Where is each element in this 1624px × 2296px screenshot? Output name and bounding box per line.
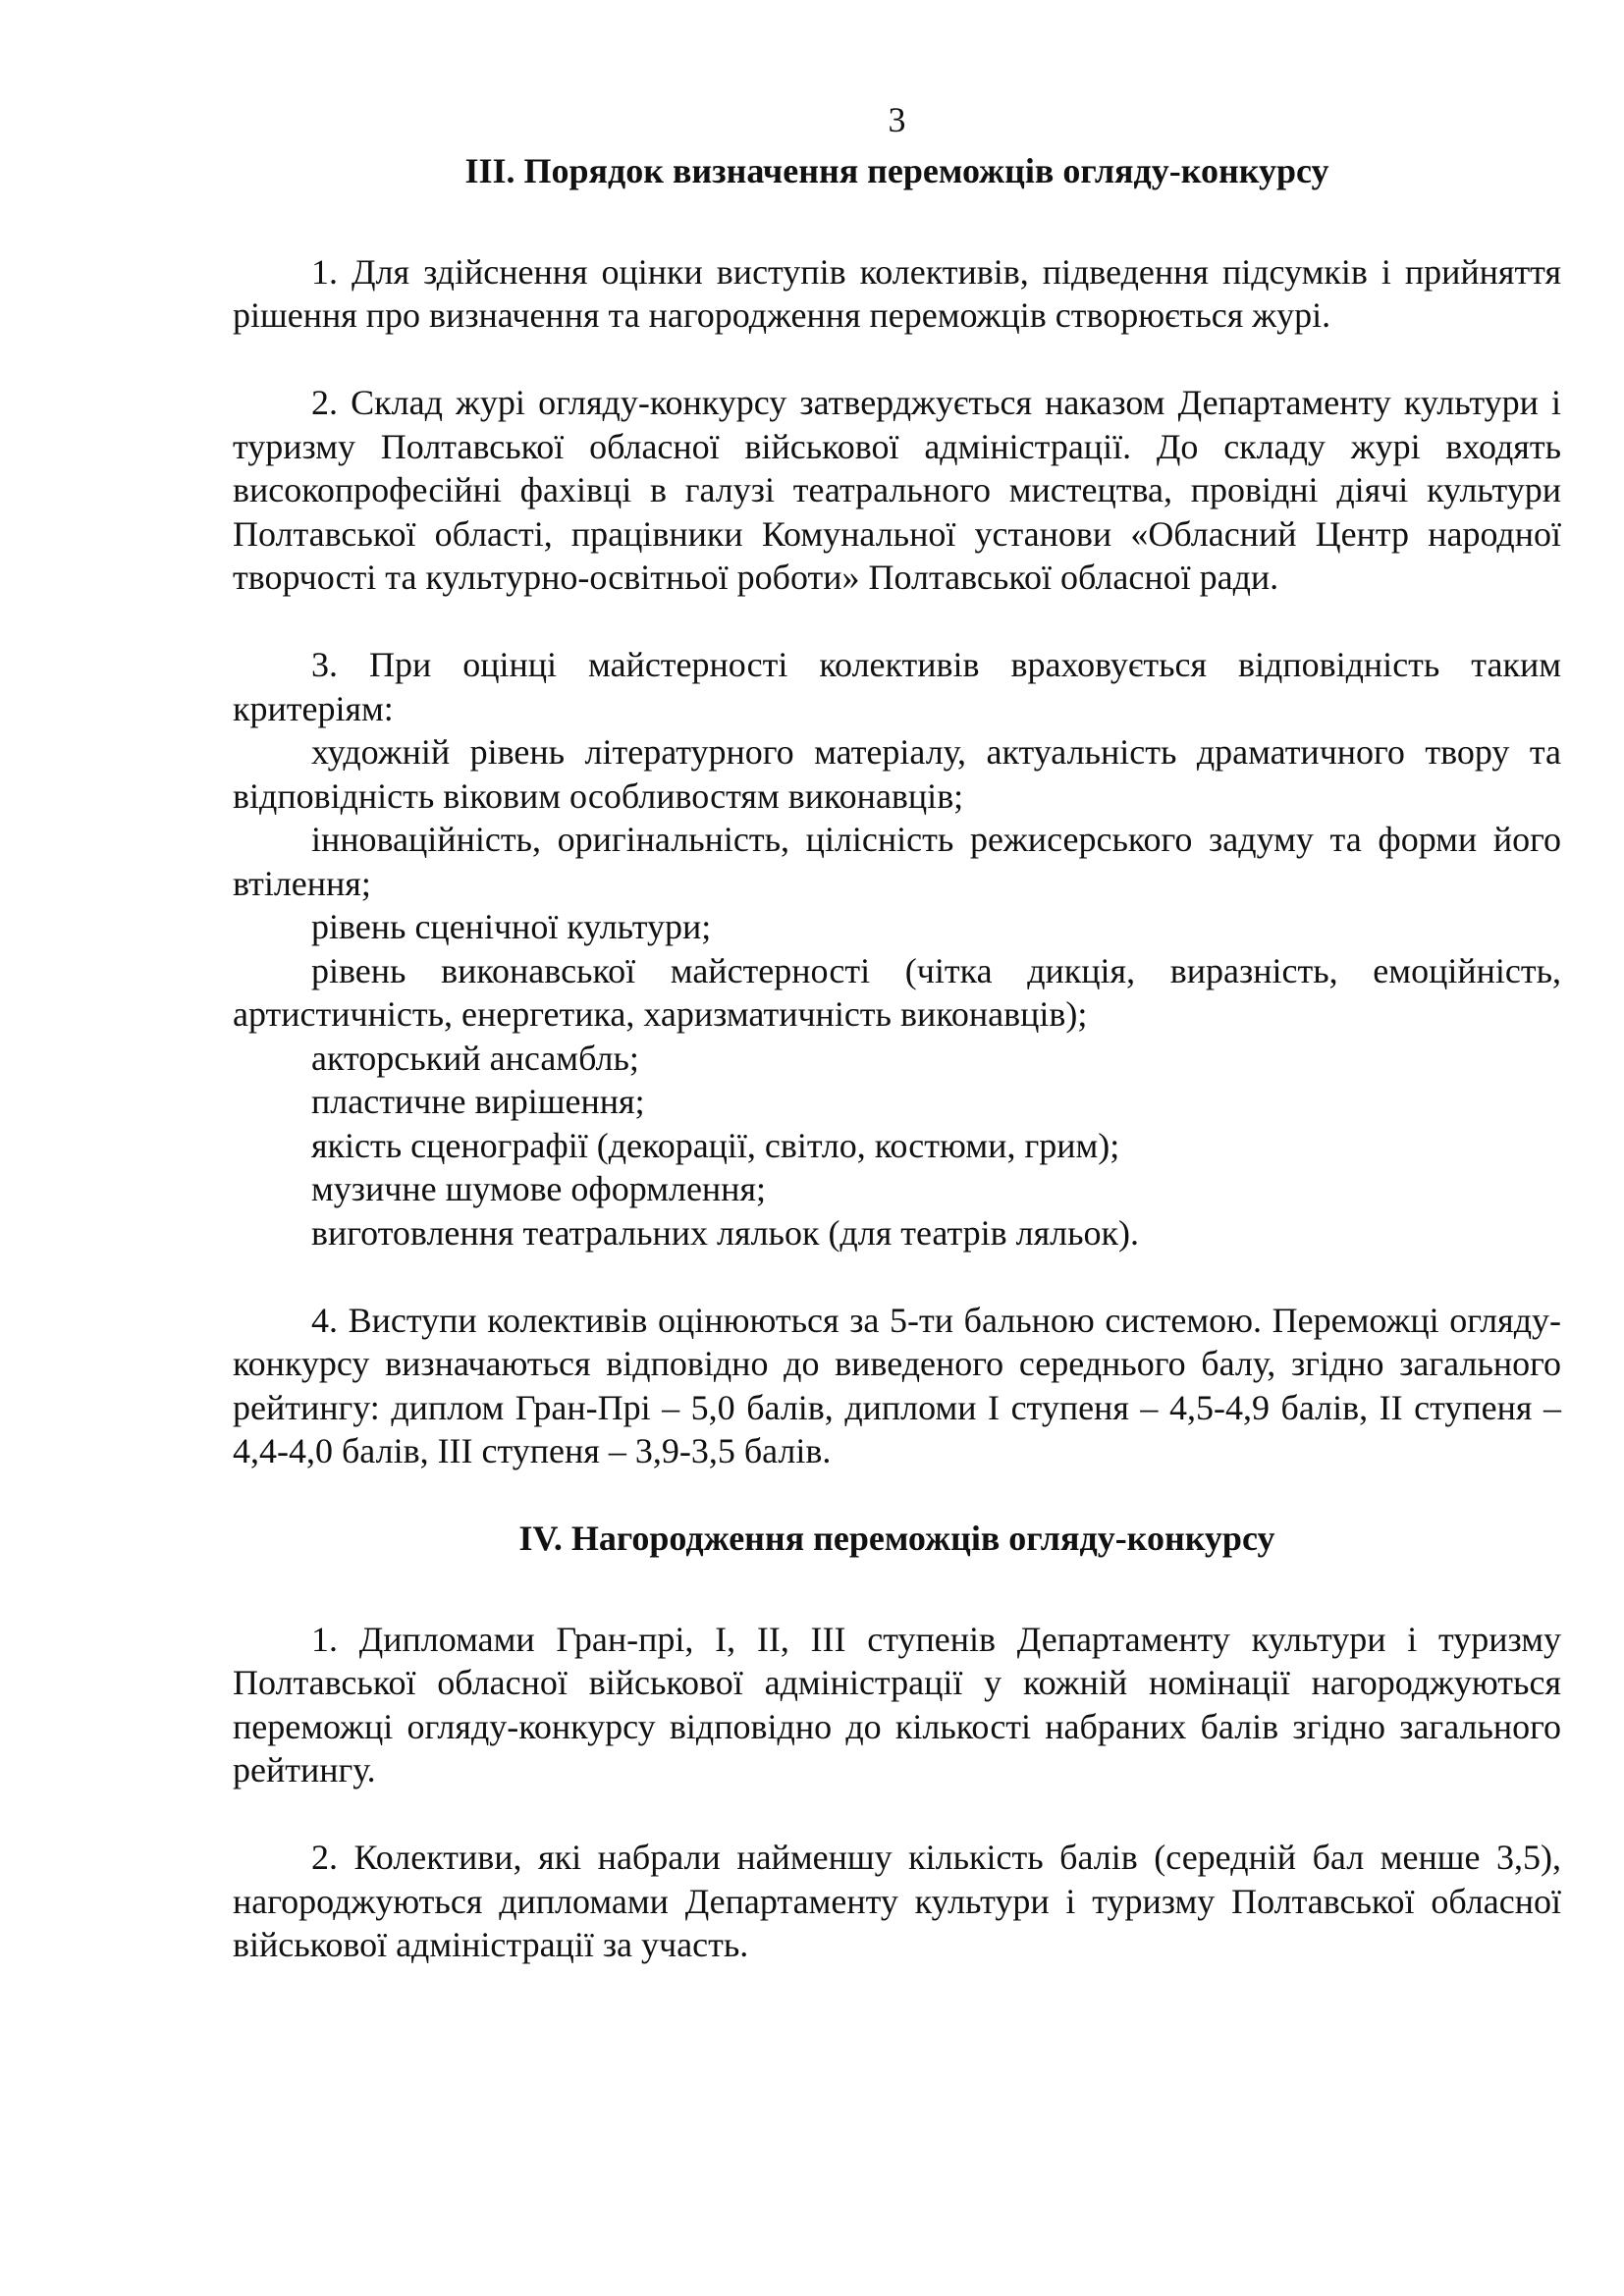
section-4-title: IV. Нагородження переможців огляду-конкурсу: [518, 1519, 1275, 1558]
section-3-paragraph-4: 4. Виступи колективів оцінюються за 5-ти бальною системою. Переможці огляду-конкурсу визначаються відповідно до виведеного середнього балу, згідно загального рейтингу: диплом Гран-Прі – 5,0 балів, дипломи І ступеня – 4,5-4,9 балів, ІІ ступеня – 4,4-4,0 балів, ІІІ ступеня – 3,9-3,5 балів.: [233, 1300, 1561, 1470]
page-number: 3: [888, 100, 906, 139]
criteria-item: акторський ансамбль;: [311, 1038, 639, 1078]
criteria-item: пластичне вирішення;: [311, 1082, 645, 1121]
page-content: [233, 98, 1561, 1967]
criteria-item: якість сценографії (декорації, світло, костюми, грим);: [311, 1125, 1120, 1165]
section-4-paragraph-1: 1. Дипломами Гран-прі, І, ІІ, ІІІ ступенів Департаменту культури і туризму Полтавської обласної військової адміністрації у кожній номінації нагороджуються переможці огляду-конкурсу відповідно до кількості набраних балів згідно загального рейтингу.: [233, 1619, 1561, 1789]
criteria-item: музичне шумове оформлення;: [311, 1169, 767, 1208]
criteria-item: виготовлення театральних ляльок (для театрів ляльок).: [311, 1212, 1140, 1253]
section-3-title: III. Порядок визначення переможців огляду-конкурсу: [464, 151, 1329, 190]
criteria-list: [233, 730, 1561, 1255]
section-3-paragraph-3-intro: 3. При оцінці майстерності колективів враховується відповідність таким критеріям:: [233, 645, 1561, 728]
criteria-item: інноваційність, оригінальність, цілісність режисерського задуму та форми його втілення;: [233, 820, 1561, 903]
criteria-item: рівень виконавської майстерності (чітка дикція, виразність, емоційність, артистичність, енергетика, харизматичність виконавців);: [233, 950, 1561, 1034]
criteria-item: рівень сценічної культури;: [311, 907, 712, 946]
criteria-item: художній рівень літературного матеріалу, актуальність драматичного твору та відповідність віковим особливостям виконавців;: [233, 732, 1561, 816]
section-4-paragraph-2: 2. Колективи, які набрали найменшу кількість балів (середній бал менше 3,5), нагороджуються дипломами Департаменту культури і туризму Полтавської обласної військової адміністрації за участь.: [233, 1838, 1561, 1964]
section-3-paragraph-1: 1. Для здійснення оцінки виступів колективів, підведення підсумків і прийняття рішення про визначення та нагородження переможців створюється журі.: [233, 251, 1561, 335]
section-3-paragraph-2: 2. Склад журі огляду-конкурсу затверджується наказом Департаменту культури і туризму Полтавської обласної військової адміністрації. До складу журі входять високопрофесійні фахівці в галузі театрального мистецтва, провідні діячі культури Полтавської області, працівники Комунальної установи «Обласний Центр народної творчості та культурно-освітньої роботи» Полтавської обласної ради.: [233, 383, 1561, 597]
